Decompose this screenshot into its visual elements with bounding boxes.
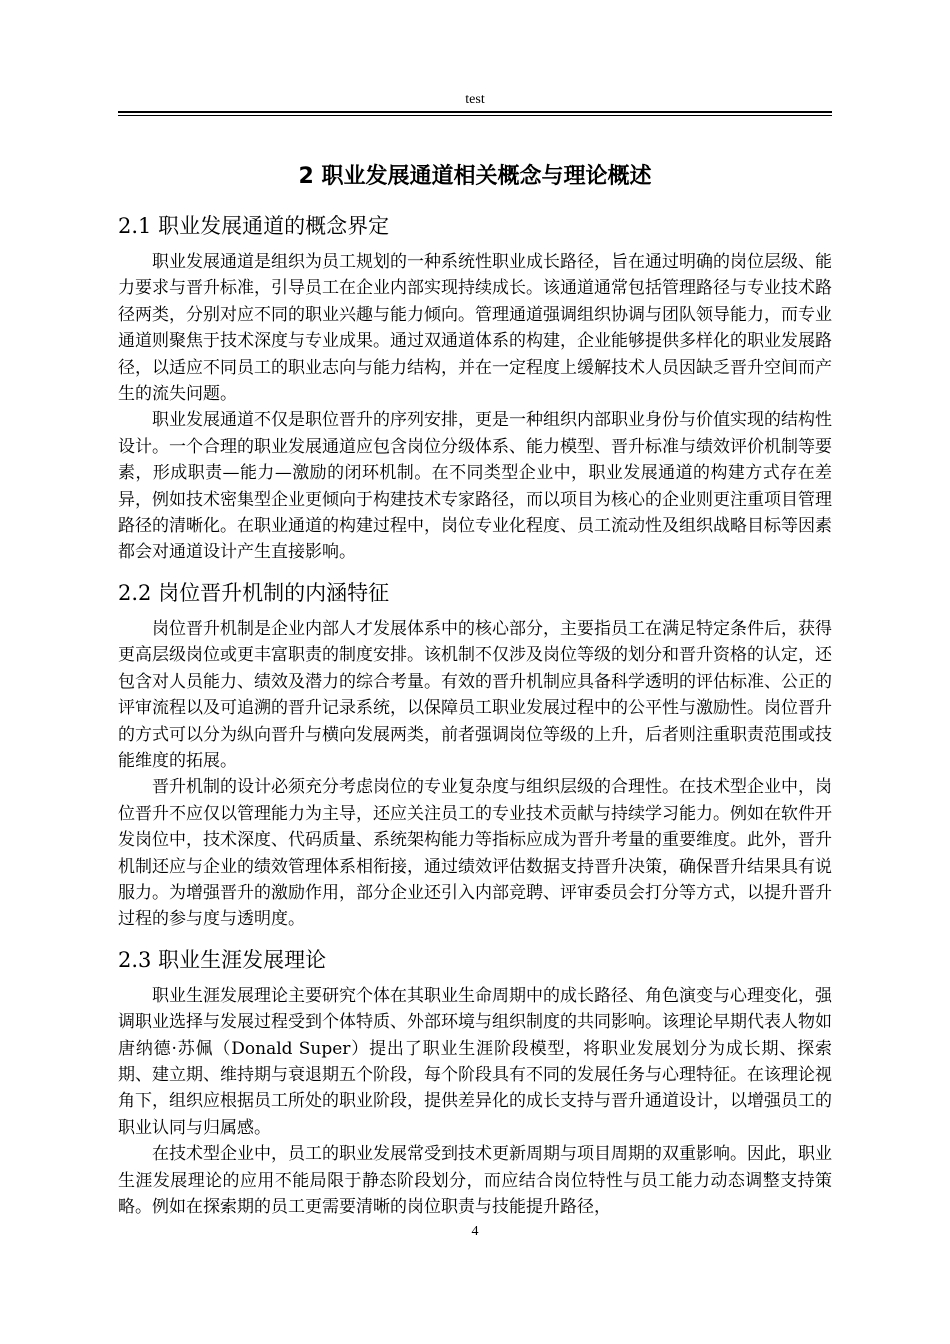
section-heading-2-1: 2.1 职业发展通道的概念界定 xyxy=(118,214,390,238)
running-header: test xyxy=(465,92,485,107)
paragraph: 岗位晋升机制是企业内部人才发展体系中的核心部分，主要指员工在满足特定条件后，获得更高层级岗位或更丰富职责的制度安排。该机制不仅涉及岗位等级的划分和晋升资格的认定，还包含对人员能力、绩效及潜力的综合考量。有效的晋升机制应具备科学透明的评估标准、公正的评审流程以及可追溯的晋升记录系统，以保障员工职业发展过程中的公平性与激励性。岗位晋升的方式可以分为纵向晋升与横向发展两类，前者强调岗位等级的上升，后者则注重职责范围或技能维度的拓展。 xyxy=(118,618,832,771)
page-content xyxy=(118,155,832,1220)
header-rule-thick xyxy=(118,111,832,113)
section-heading-2-3: 2.3 职业生涯发展理论 xyxy=(118,947,327,972)
page-number: 4 xyxy=(471,1224,479,1239)
header-rule-thin xyxy=(118,115,832,116)
paragraph: 职业发展通道不仅是职位晋升的序列安排，更是一种组织内部职业身份与价值实现的结构性设计。一个合理的职业发展通道应包含岗位分级体系、能力模型、晋升标准与绩效评价机制等要素，形成职责—能力—激励的闭环机制。在不同类型企业中，职业发展通道的构建方式存在差异，例如技术密集型企业更倾向于构建技术专家路径，而以项目为核心的企业则更注重项目管理路径的清晰化。在职业通道的构建过程中，岗位专业化程度、员工流动性及组织战略目标等因素都会对通道设计产生直接影响。 xyxy=(118,410,832,563)
chapter-title: 2 职业发展通道相关概念与理论概述 xyxy=(298,164,652,189)
paragraph: 在技术型企业中，员工的职业发展常受到技术更新周期与项目周期的双重影响。因此，职业生涯发展理论的应用不能局限于静态阶段划分，而应结合岗位特性与员工能力动态调整支持策略。例如在探索期的员工更需要清晰的岗位职责与技能提升路径， xyxy=(118,1144,832,1217)
paragraph: 职业发展通道是组织为员工规划的一种系统性职业成长路径，旨在通过明确的岗位层级、能力要求与晋升标准，引导员工在企业内部实现持续成长。该通道通常包括管理路径与专业技术路径两类，分别对应不同的职业兴趣与能力倾向。管理通道强调组织协调与团队领导能力，而专业通道则聚焦于技术深度与专业成果。通过双通道体系的构建，企业能够提供多样化的职业发展路径，以适应不同员工的职业志向与能力结构，并在一定程度上缓解技术人员因缺乏晋升空间而产生的流失问题。 xyxy=(118,252,832,405)
paragraph: 晋升机制的设计必须充分考虑岗位的专业复杂度与组织层级的合理性。在技术型企业中，岗位晋升不应仅以管理能力为主导，还应关注员工的专业技术贡献与持续学习能力。例如在软件开发岗位中，技术深度、代码质量、系统架构能力等指标应成为晋升考量的重要维度。此外，晋升机制还应与企业的绩效管理体系相衔接，通过绩效评估数据支持晋升决策，确保晋升结果具有说服力。为增强晋升的激励作用，部分企业还引入内部竞聘、评审委员会打分等方式，以提升晋升过程的参与度与透明度。 xyxy=(118,777,832,930)
section-heading-2-2: 2.2 岗位晋升机制的内涵特征 xyxy=(118,580,390,605)
paragraph: 职业生涯发展理论主要研究个体在其职业生命周期中的成长路径、角色演变与心理变化，强调职业选择与发展过程受到个体特质、外部环境与组织制度的共同影响。该理论早期代表人物如唐纳德·苏佩（Donald Super）提出了职业生涯阶段模型，将职业发展划分为成长期、探索期、建立期、维持期与衰退期五个阶段，每个阶段具有不同的发展任务与心理特征。在该理论视角下，组织应根据员工所处的职业阶段，提供差异化的成长支持与晋升通道设计，以增强员工的职业认同与归属感。 xyxy=(118,985,832,1138)
